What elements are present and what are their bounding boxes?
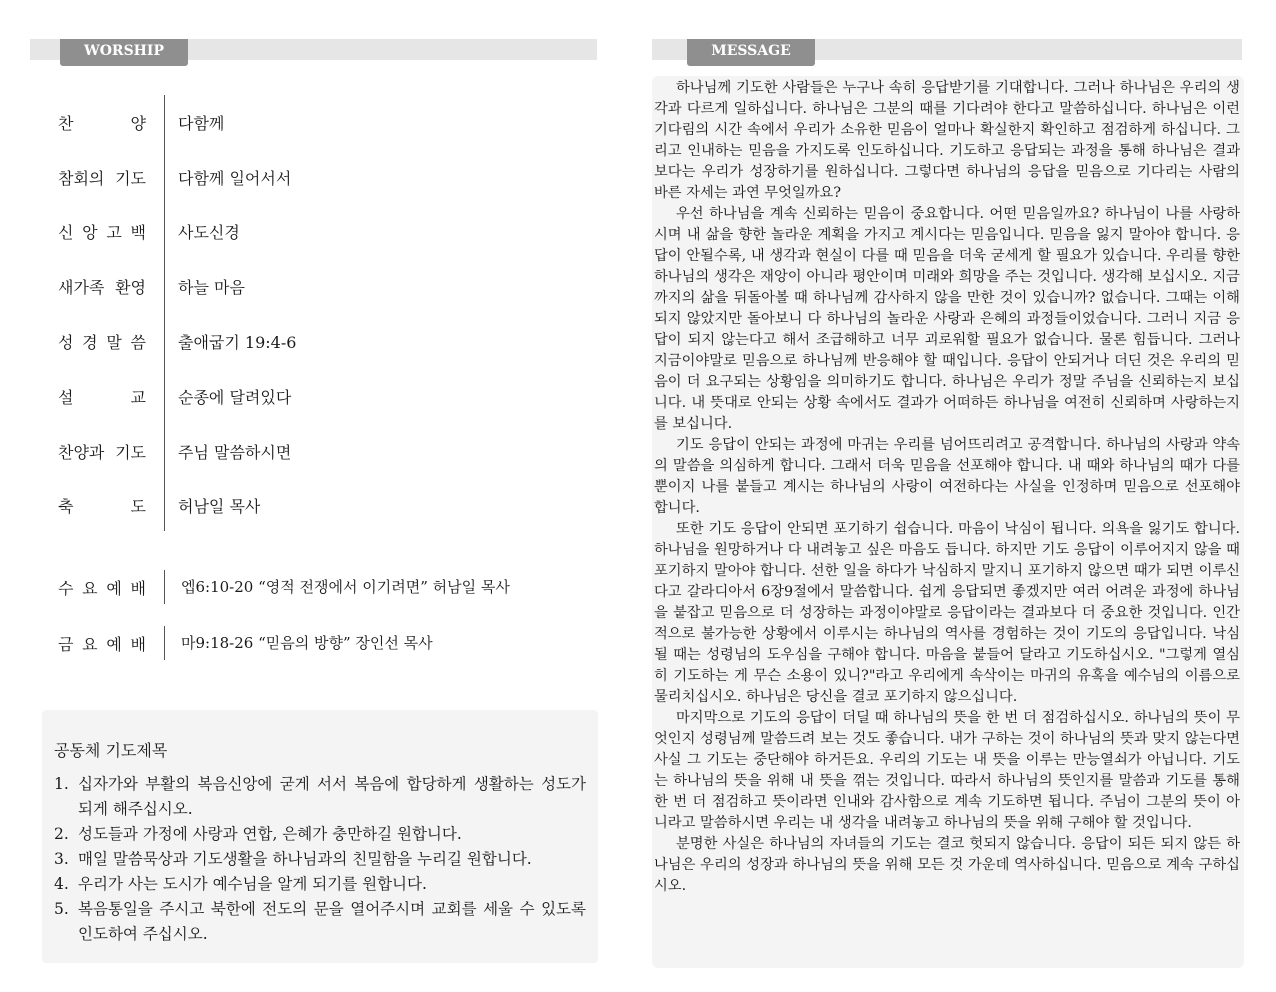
prayer-item (54, 772, 586, 822)
prayer-item-number: 1. (54, 775, 69, 793)
worship-section-bar (30, 39, 597, 60)
message-paragraph: 분명한 사실은 하나님의 자녀들의 기도는 결코 헛되지 않습니다. 응답이 되든 되지 않든 하나님은 우리의 성장과 하나님의 뜻을 위해 모든 것 가운데 역사하십니다. 믿음으로 계속 구하십시오. (654, 836, 1240, 894)
prayer-item-text: 우리가 사는 도시가 예수님을 알게 되기를 원합니다. (78, 875, 427, 893)
message-section-title: MESSAGE (687, 39, 815, 66)
friday-service-value: 마9:18-26 “믿음의 방향” 장인선 목사 (164, 626, 433, 660)
friday-service-row (58, 626, 598, 660)
message-paragraph: 또한 기도 응답이 안되면 포기하기 쉽습니다. 마음이 낙심이 됩니다. 의욕을 잃기도 합니다. 하나님을 원망하거나 다 내려놓고 싶은 마음도 듭니다. 하지만 기도 응답이 이루어지지 않을 때 포기하지 말아야 합니다. 선한 일을 하다가 낙심하지 말지니 포기하지 않으면 때가 되면 이루신다고 갈라디아서 6장9절에서 말씀합니다. 쉽게 응답되면 좋겠지만 여러 어려운 과정에 하나님을 붙잡고 믿음으로 더 성장하는 과정이야말로 응답이라는 결과보다 더 중요한 것입니다. 인간적으로 불가능한 상황에서 이루시는 하나님의 역사를 경험하는 것이 기도의 응답입니다. 낙심될 때는 성령님의 도우심을 구해야 합니다. 마음을 붙들어 달라고 기도하십시오. "그렇게 열심히 기도하는 게 무슨 소용이 있니?"라고 우리에게 속삭이는 마귀의 유혹을 예수님의 이름으로 물리치십시오. 하나님은 당신을 결코 포기하지 않으십니다. (654, 521, 1240, 705)
message-paragraph: 기도 응답이 안되는 과정에 마귀는 우리를 넘어뜨리려고 공격합니다. 하나님의 사랑과 약속의 말씀을 의심하게 합니다. 그래서 더욱 믿음을 선포해야 합니다. 내 때와 하나님의 때가 다를 뿐이지 나를 붙들고 계시는 하나님의 사랑이 여전하다는 사실을 인정하며 믿음으로 선포해야 합니다. (654, 437, 1240, 516)
order-value: 다함께 일어서서 (178, 168, 292, 188)
order-value: 순종에 달려있다 (178, 387, 292, 407)
worship-order-row (58, 314, 588, 369)
prayer-item-text: 복음통일을 주시고 북한에 전도의 문을 열어주시며 교회를 세울 수 있도록 인도하여 주십시오. (78, 900, 586, 943)
worship-order-row (58, 259, 588, 314)
prayer-requests-title: 공동체 기도제목 (54, 741, 168, 760)
order-label: 축 도 (58, 497, 146, 517)
order-label: 새가족 환영 (58, 278, 146, 298)
wednesday-service-row (58, 570, 598, 604)
prayer-item-number: 5. (54, 900, 69, 918)
message-paragraph: 마지막으로 기도의 응답이 더딜 때 하나님의 뜻을 한 번 더 점검하십시오. 하나님의 뜻이 무엇인지 성령님께 말씀드려 보는 것도 좋습니다. 내가 구하는 것이 하나님의 뜻과 맞지 않는다면 사실 그 기도는 중단해야 하거든요. 우리의 기도는 내 뜻을 이루는 만능열쇠가 아닙니다. 기도는 하나님의 뜻을 위해 내 뜻을 꺾는 것입니다. 따라서 하나님의 뜻인지를 말씀과 기도를 통해 한 번 더 점검하고 뜻이라면 인내와 감사함으로 계속 기도하면 됩니다. 주님이 그분의 뜻이 아니라고 말씀하시면 우리는 내 생각을 내려놓고 하나님의 뜻을 위해 구해야 할 것입니다. (654, 710, 1240, 831)
order-value: 출애굽기 19:4-6 (178, 333, 297, 353)
friday-service (58, 626, 598, 660)
order-label: 성 경 말 씀 (58, 333, 146, 353)
prayer-item-number: 3. (54, 850, 69, 868)
order-value: 하늘 마음 (178, 278, 245, 298)
prayer-requests-list (54, 772, 586, 947)
order-value: 허남일 목사 (178, 497, 261, 517)
order-label: 찬양과 기도 (58, 442, 146, 462)
worship-order-row (58, 479, 588, 534)
wednesday-service (58, 570, 598, 604)
prayer-item-number: 4. (54, 875, 69, 893)
worship-section-title: WORSHIP (60, 39, 188, 66)
message-paragraph: 우선 하나님을 계속 신뢰하는 믿음이 중요합니다. 어떤 믿음일까요? 하나님이 나를 사랑하시며 내 삶을 향한 놀라운 계획을 가지고 계시다는 믿음입니다. 믿음을 잃지 말아야 합니다. 응답이 안될수록, 내 생각과 현실이 다를 때 믿음을 더욱 굳세게 할 필요가 있습니다. 우리를 향한 하나님의 생각은 재앙이 아니라 평안이며 미래와 희망을 주는 것입니다. 생각해 보십시오. 지금까지의 삶을 뒤돌아볼 때 하나님께 감사하지 않을 만한 것이 있습니까? 없습니다. 그때는 이해되지 않았지만 돌아보니 다 하나님의 놀라운 사랑과 은혜의 과정들이었습니다. 그러니 지금 응답이 되지 않는다고 해서 조급해하고 너무 괴로워할 필요가 없습니다. 물론 힘듭니다. 그러나 지금이야말로 믿음으로 하나님께 반응해야 할 때입니다. 응답이 안되거나 더딘 것은 우리의 믿음이 더 요구되는 상황임을 의미하기도 합니다. 하나님은 우리가 정말 주님을 신뢰하는지 보십니다. 내 뜻대로 안되는 상황 속에서도 결과가 어떠하든 하나님을 여전히 신뢰하며 사랑하는지를 보십니다. (654, 206, 1240, 432)
order-label: 참회의 기도 (58, 168, 146, 188)
message-paragraph: 하나님께 기도한 사람들은 누구나 속히 응답받기를 기대합니다. 그러나 하나님은 우리의 생각과 다르게 일하십니다. 하나님은 그분의 때를 기다려야 한다고 말씀하십니다. 하나님은 이런 기다림의 시간 속에서 우리가 소유한 믿음이 얼마나 확실한지 확인하고 점검하게 하십니다. 그리고 인내하는 믿음을 가지도록 인도하십니다. 기도하고 응답되는 과정을 통해 하나님은 결과보다는 우리가 성장하기를 원하십니다. 그렇다면 하나님의 응답을 믿음으로 기다리는 사람의 바른 자세는 과연 무엇일까요? (654, 80, 1240, 201)
prayer-item-text: 매일 말씀묵상과 기도생활을 하나님과의 친밀함을 누리길 원합니다. (78, 850, 532, 868)
order-label: 신 앙 고 백 (58, 223, 146, 243)
prayer-item (54, 847, 586, 872)
order-label: 설 교 (58, 387, 146, 407)
order-value: 다함께 (178, 113, 225, 133)
prayer-requests-box (42, 710, 598, 963)
worship-order-row (58, 424, 588, 479)
prayer-item-text: 십자가와 부활의 복음신앙에 굳게 서서 복음에 합당하게 생활하는 성도가 되게 해주십시오. (78, 775, 586, 818)
wednesday-service-label: 수 요 예 배 (58, 578, 146, 598)
worship-order-row (58, 150, 588, 205)
worship-order-row (58, 205, 588, 260)
prayer-item (54, 872, 586, 897)
friday-service-label: 금 요 예 배 (58, 634, 146, 654)
prayer-item (54, 822, 586, 847)
order-value: 주님 말씀하시면 (178, 442, 292, 462)
wednesday-service-value: 엡6:10-20 “영적 전쟁에서 이기려면” 허남일 목사 (164, 570, 510, 604)
prayer-item-text: 성도들과 가정에 사랑과 연합, 은혜가 충만하길 원합니다. (78, 825, 462, 843)
order-value: 사도신경 (178, 223, 240, 243)
message-section-bar (652, 39, 1242, 60)
message-body (654, 78, 1240, 897)
prayer-item (54, 897, 586, 947)
prayer-item-number: 2. (54, 825, 69, 843)
worship-order-row (58, 95, 588, 150)
worship-order-list (58, 95, 588, 533)
worship-order-row (58, 369, 588, 424)
order-label: 찬 양 (58, 113, 146, 133)
